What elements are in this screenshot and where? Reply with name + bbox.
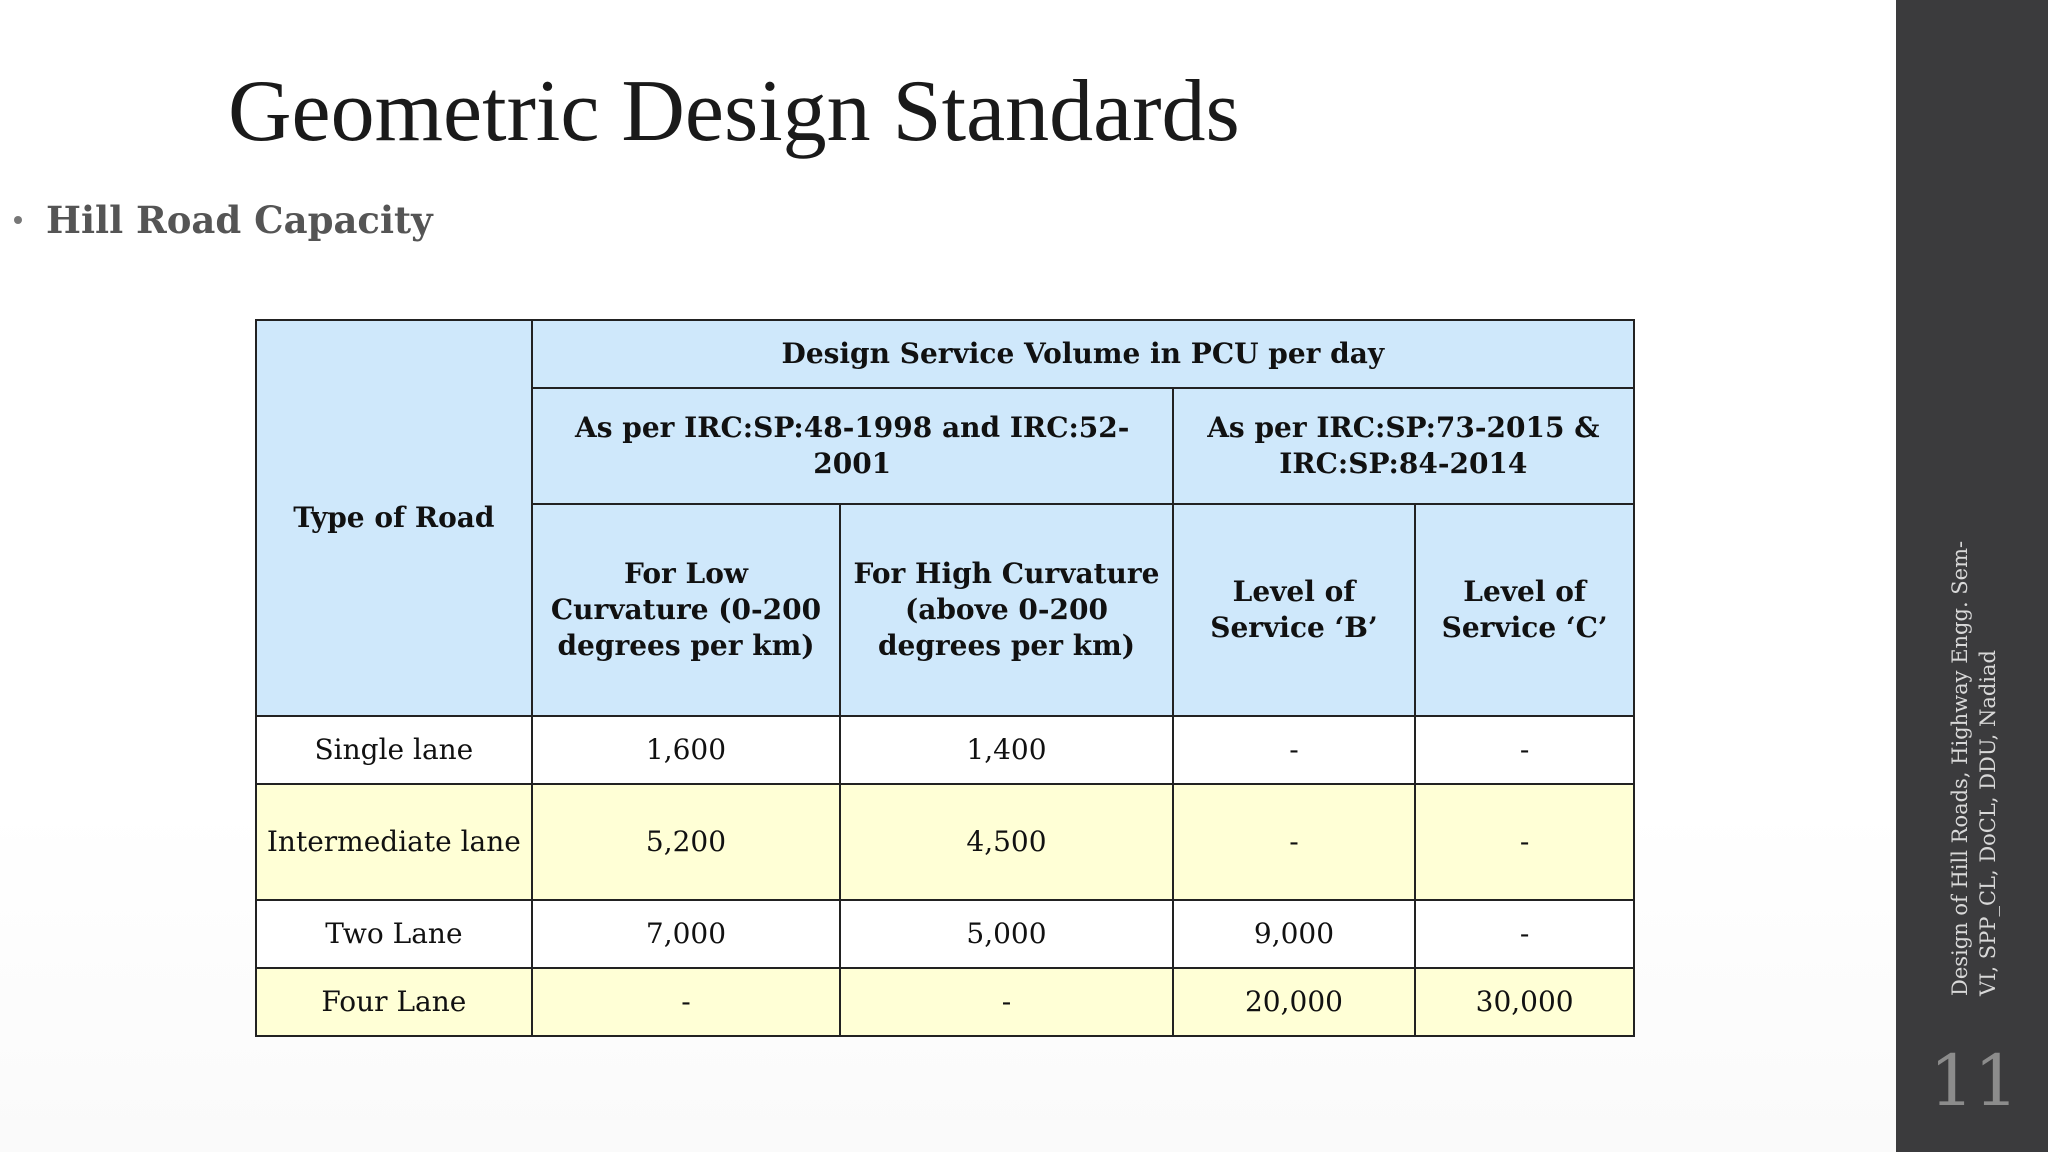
- header-type-of-road: Type of Road: [256, 320, 532, 716]
- page-number: 11: [1929, 1040, 2019, 1122]
- cell-los-b: 9,000: [1173, 900, 1416, 968]
- bullet-text: Hill Road Capacity: [46, 198, 433, 242]
- slide-title: Geometric Design Standards: [228, 63, 1240, 160]
- cell-high: 1,400: [840, 716, 1172, 784]
- header-design-service-volume: Design Service Volume in PCU per day: [532, 320, 1634, 388]
- cell-los-c: 30,000: [1415, 968, 1634, 1036]
- cell-low: 5,200: [532, 784, 841, 900]
- cell-type: Two Lane: [256, 900, 532, 968]
- cell-los-c: -: [1415, 900, 1634, 968]
- cell-type: Intermediate lane: [256, 784, 532, 900]
- header-los-c: Level of Service ‘C’: [1415, 504, 1634, 716]
- table-row: [256, 716, 1634, 784]
- cell-low: 1,600: [532, 716, 841, 784]
- header-low-curvature: For Low Curvature (0-200 degrees per km): [532, 504, 841, 716]
- bullet-dot-icon: [14, 216, 22, 224]
- cell-high: 4,500: [840, 784, 1172, 900]
- cell-type: Single lane: [256, 716, 532, 784]
- capacity-table: [255, 319, 1635, 1037]
- footer-course-info: Design of Hill Roads, Highway Engg. Sem-VI, SPP_CL, DoCL, DDU, Nadiad: [1948, 540, 2000, 996]
- header-group-irc-sp48: As per IRC:SP:48-1998 and IRC:52- 2001: [532, 388, 1173, 504]
- table-row: [256, 968, 1634, 1036]
- cell-low: 7,000: [532, 900, 841, 968]
- cell-los-b: -: [1173, 784, 1416, 900]
- header-high-curvature: For High Curvature (above 0-200 degrees per km): [840, 504, 1172, 716]
- cell-high: -: [840, 968, 1172, 1036]
- cell-type: Four Lane: [256, 968, 532, 1036]
- cell-los-b: -: [1173, 716, 1416, 784]
- header-group-irc-sp73: As per IRC:SP:73-2015 & IRC:SP:84-2014: [1173, 388, 1634, 504]
- table-header-row: [256, 320, 1634, 388]
- cell-los-b: 20,000: [1173, 968, 1416, 1036]
- cell-los-c: -: [1415, 716, 1634, 784]
- table-row: [256, 784, 1634, 900]
- header-los-b: Level of Service ‘B’: [1173, 504, 1416, 716]
- cell-low: -: [532, 968, 841, 1036]
- cell-los-c: -: [1415, 784, 1634, 900]
- table-row: [256, 900, 1634, 968]
- bullet-item: [14, 198, 433, 242]
- cell-high: 5,000: [840, 900, 1172, 968]
